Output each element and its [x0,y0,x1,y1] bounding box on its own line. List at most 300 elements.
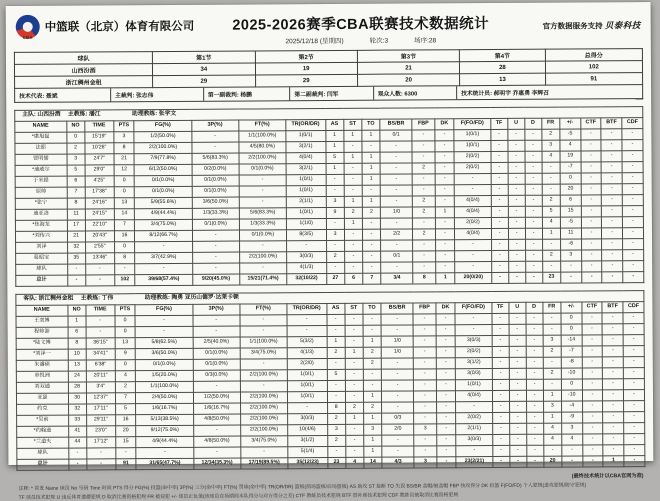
stat-cell: - [582,313,603,324]
stat-cell: 球队 [16,264,68,275]
stat-cell: 2/2(100.0%) [240,403,287,414]
stat-cell: 0 [114,187,135,198]
stat-cell: 15 [115,437,136,448]
stat-cell: - [602,239,623,250]
stat-cell: - [412,152,435,163]
column-header: TR(OR/DR) [286,120,326,131]
stat-cell: *约翰逊 [17,426,69,437]
stat-cell: - [414,402,437,413]
away-stats-table [15,290,645,471]
stat-cell: 2/2(100.0%) [239,252,286,263]
stat-cell: 葛昭宝 [16,253,68,264]
stat-cell: 8 [114,143,135,154]
stat-cell: 1/5(20.0%) [136,370,193,381]
stat-cell: - [287,315,327,326]
stat-cell: - [601,151,622,162]
stat-cell: 1 [362,196,380,207]
stat-cell: 36'15" [86,338,115,349]
stat-cell: - [381,325,413,336]
stat-cell: - [508,195,525,206]
stat-cell: - [525,195,542,206]
stat-cell: - [68,448,86,459]
stat-cell: - [623,239,644,250]
stat-cell: - [601,173,622,184]
stat-cell: 11 [560,228,581,239]
stat-cell: 法耶 [15,143,67,154]
stat-cell: 2 [345,402,363,413]
stat-cell: 1 [362,152,380,163]
stat-cell: 贾明儒 [15,154,67,165]
column-header: FBP [412,119,435,130]
stat-cell: - [327,325,345,336]
stat-cell: - [241,447,288,458]
stat-cell: - [509,335,526,346]
stat-cell: - [412,185,435,196]
stat-cell: 约克 [17,404,69,415]
stat-cell: 10 [68,349,86,360]
stat-cell: - [382,435,414,446]
stat-cell: 41 [68,426,86,437]
stat-cell: - [346,446,364,457]
stat-cell: 14 [364,457,382,468]
stat-cell: 8 [114,253,135,264]
column-header: TF [491,118,508,129]
stat-cell: - [562,456,583,467]
stat-cell: - [543,379,561,390]
stat-cell: - [135,326,192,337]
stat-cell: - [193,381,240,392]
stat-cell: 1/1(100.0%) [239,131,286,142]
stat-cell: - [601,140,622,151]
stat-cell: 3(2/1) [286,164,326,175]
stat-cell: - [381,358,413,369]
stat-cell: -7 [560,162,581,173]
stat-cell: - [86,275,115,286]
stat-cell: - [491,250,508,261]
column-header: DK [435,119,455,130]
stat-cell: 29'11" [86,415,115,426]
stat-cell: 1/0 [381,336,413,347]
stat-cell: - [67,275,85,286]
stat-cell: 13 [114,198,135,209]
stat-cell: 5 [327,369,345,380]
stat-cell: - [414,369,437,380]
stat-cell: 总计 [16,275,68,286]
stat-cell: - [525,272,542,283]
column-header: TO [363,303,381,314]
stat-cell: - [526,324,543,335]
legend-line-1: 注释: * 首发 Name 球员 No 号码 Time 时间 PTS 得分 FG(%) 投篮(命中率) 3P(%) 三分(命中率) FT(%) 罚球(命中率) TR(OR/DR) 篮板(前场篮板/后场篮板) AS 助攻 ST 抢断 TO 失误 BS/BR 盖帽/被盖帽 FBP 快攻得分 DK 扣篮 F(FO/FD) 个人犯规(进攻犯规/防守犯规) [18,483,587,492]
home-team-block [14,106,644,287]
stat-cell: 1(0/1) [286,131,326,142]
column-header: BTF [601,118,622,129]
stat-cell: 8 [327,402,345,413]
stat-cell: 2(0/2) [455,347,492,358]
stat-cell: - [492,412,509,423]
stat-cell: - [362,141,380,152]
stat-cell: 4 [115,371,136,382]
stat-cell: 1 [363,391,381,402]
stat-cell: 于米提 [15,176,67,187]
stat-cell: - [363,369,381,380]
stat-cell: - [114,264,135,275]
stat-cell: 1 [344,218,362,229]
stat-cell: 15'19" [85,132,114,143]
stat-cell: - [493,456,510,467]
column-header: 3P(%) [193,304,240,315]
stat-cell: 3/6(50.0%) [192,197,239,208]
stat-cell: - [582,445,603,456]
stat-cell: 35(12/23) [288,458,328,469]
stat-cell: 2 [115,382,136,393]
column-header: CDF [622,118,643,129]
stat-cell: 2 [344,207,362,218]
stat-cell: - [436,358,456,369]
stat-cell: - [239,175,286,186]
column-header: +/- [560,118,581,129]
stat-cell: 5(3/2) [287,337,327,348]
stat-cell: 1 [363,336,381,347]
stat-cell: 102 [545,61,642,74]
stat-cell: 4/9(44.4%) [136,436,193,447]
stat-cell: 2 [542,129,560,140]
stat-cell: -4 [561,401,582,412]
header-center [231,12,491,46]
stat-cell: 2(0/2) [454,152,491,163]
stat-cell: 3 [560,250,581,261]
stat-cell: - [525,140,542,151]
stat-cell: - [623,346,644,357]
stat-cell: -9 [561,412,582,423]
stat-cell: - [327,446,345,457]
stat-cell: 1(0/1) [454,130,491,141]
stat-cell: 1 [344,130,362,141]
stat-cell: 17'11" [86,404,115,415]
stat-cell: 王奕博 [16,316,68,327]
stat-cell: - [413,262,436,273]
stat-cell: *焦海龙 [15,220,67,231]
stat-cell: 20 [357,74,459,87]
stat-cell: - [326,185,344,196]
stat-cell: 0/1(0.0%) [239,230,286,241]
stat-cell: 35 [67,253,85,264]
away-team-label: 客队: 浙江稠州金租 [23,295,74,302]
stat-cell: - [344,163,362,174]
stat-cell: 4(0/4) [455,207,492,218]
stat-cell: - [603,390,624,401]
stat-cell: - [491,184,508,195]
stat-cell: 32 [67,242,85,253]
stat-cell: - [581,272,602,283]
stat-cell: - [435,251,455,262]
column-header: NAME [15,121,67,132]
stat-cell: 4(1/3) [287,348,327,359]
stat-cell: 22'10" [85,220,114,231]
stat-cell: 1 [326,163,344,174]
stat-sheet [6,2,654,501]
stat-cell: - [582,368,603,379]
stat-cell: 17 [67,220,85,231]
stat-cell: 2(0/2) [456,413,493,424]
stat-cell: 24'16" [85,198,114,209]
column-header: FR [543,302,561,313]
stat-cell: 1 [345,347,363,358]
stat-cell: 1/6(16.7%) [136,403,193,414]
stat-cell: 2/2(100.0%) [240,414,287,425]
stat-cell: 球队 [17,448,69,459]
stat-cell: - [363,380,381,391]
stat-cell: - [602,195,623,206]
stat-cell: - [414,413,437,424]
stat-cell: 7 [363,273,381,284]
column-header: F(FO/FD) [454,119,491,130]
stat-cell: 30 [68,393,86,404]
stat-cell: 1 [362,130,380,141]
stat-cell: - [435,163,455,174]
stat-cell: 9/20(45.0%) [192,274,239,285]
stat-cell: 23 [327,457,345,468]
stat-cell: - [86,316,115,327]
stat-cell: *陆文博 [16,338,68,349]
stat-cell: 1 [603,456,624,467]
stat-cell: - [326,240,344,251]
header-left [16,14,231,39]
stat-cell: 3 [326,196,344,207]
column-header: AS [325,119,343,130]
game-date: 2025/12/18 (星期四) [285,37,344,46]
stat-cell: - [362,218,380,229]
stat-cell: 1/3(33.3%) [239,219,286,230]
stat-cell: - [437,446,457,457]
stat-cell: -5 [560,129,581,140]
stat-cell: - [581,173,602,184]
stat-cell: - [582,379,603,390]
stat-cell: - [345,391,363,402]
stat-cell: - [509,324,526,335]
stat-cell: - [436,347,456,358]
stat-cell: 原帅 [15,187,67,198]
stat-cell: - [436,380,456,391]
stat-cell: 29 [153,75,255,88]
stat-cell: - [327,358,345,369]
stat-cell: - [493,445,510,456]
column-header: PTS [113,121,134,132]
stat-cell: - [526,313,543,324]
stat-cell: *迪威尔 [15,165,67,176]
away-coach: 主教练: 丁伟 [80,295,114,302]
stat-cell: - [508,151,525,162]
stat-cell: - [492,390,509,401]
stat-cell: - [380,196,412,207]
stat-cell: 29'0" [85,165,114,176]
stat-cell: - [581,151,602,162]
stat-cell: - [543,324,561,335]
stat-cell: - [525,217,542,228]
stat-cell: 1/0 [381,347,413,358]
stat-cell: - [542,184,560,195]
stat-cell: 1 [435,207,455,218]
stat-cell: 0 [115,360,136,371]
stat-cell: - [345,325,363,336]
stat-cell: 5/8(62.5%) [136,337,193,348]
stat-cell: - [192,142,239,153]
stat-cell: - [623,272,644,283]
stat-cell: 3 [543,401,561,412]
stat-cell: 3 [414,424,437,435]
stat-cell: 2 [327,435,345,446]
stat-cell: 1 [362,174,380,185]
stat-cell: - [623,368,644,379]
stat-cell: 2/4(50.0%) [136,392,193,403]
stat-cell: - [68,459,86,470]
stat-cell: 1 [344,196,362,207]
stat-cell: - [509,390,526,401]
stat-cell: 1 [543,390,561,401]
stat-cell: 32 [68,404,86,415]
stat-cell: 31/65(47.7%) [136,458,193,469]
column-header: U [508,118,525,129]
stat-cell: - [508,129,525,140]
stat-cell: 3 [326,229,344,240]
stat-cell: - [413,251,436,262]
stat-cell: - [542,261,560,272]
stat-cell: - [509,423,526,434]
stat-cell: - [581,184,602,195]
stat-cell: 24 [68,371,86,382]
stat-cell: - [510,445,527,456]
stat-cell: - [491,228,508,239]
stat-cell: 1/2(50.0%) [193,392,240,403]
column-header: NO [66,121,84,132]
stat-cell: - [239,263,286,274]
stat-cell: 3 [114,132,135,143]
stat-cell: 34'41" [86,349,115,360]
stat-cell: - [508,206,525,217]
stat-cell: 20'43" [85,231,114,242]
stat-cell: 2(0/2) [455,218,492,229]
stat-cell: 17/19(89.5%) [241,458,288,469]
stat-cell: - [624,412,645,423]
stat-cell: - [525,228,542,239]
stat-cell: 2 [327,413,345,424]
stat-cell: - [436,424,456,435]
stat-cell: 102 [114,275,135,286]
stat-cell: 24'15" [85,209,114,220]
stat-cell: - [240,326,287,337]
stat-cell: 1 [344,152,362,163]
stat-cell: 9 [326,207,344,218]
stat-cell: 24'7" [85,154,114,165]
stat-cell: 0/1 [381,251,413,262]
stat-cell: 1(0/1) [286,186,326,197]
stat-cell: - [543,357,561,368]
stat-cell: - [624,434,645,445]
stat-cell: - [492,368,509,379]
stat-cell: 2 [363,347,381,358]
stat-cell: 5/9(55.6%) [135,197,192,208]
stat-cell: 1(0/1) [287,381,327,392]
stat-cell: 20 [560,184,581,195]
stat-cell: 3/4(75.0%) [135,219,192,230]
column-header: FT(%) [240,304,287,315]
stat-cell: - [193,447,240,458]
column-header: CTF [582,302,603,313]
column-header: FR [541,118,559,129]
stat-cell: - [193,326,240,337]
stat-cell: 3(0/3) [287,252,327,263]
column-header: FG(%) [134,120,191,131]
stat-cell: - [603,401,624,412]
stat-cell: 6 [68,327,86,338]
stat-cell: 3/4(75.0%) [240,348,287,359]
header-right [491,11,641,32]
stat-cell: - [382,380,414,391]
stat-cell: 6/12(50.0%) [134,164,191,175]
stat-cell: 1 [325,141,343,152]
stat-cell: 3(1/2) [288,436,328,447]
stat-cell: - [435,152,455,163]
stat-cell: - [191,131,238,142]
company-name: 中篮联（北京）体育有限公司 [44,20,195,34]
stat-cell: 4/5(80.0%) [239,142,286,153]
stat-cell: - [382,402,414,413]
stat-cell: 0/1 [380,130,412,141]
stat-cell: 19 [255,62,357,75]
stat-cell: -5 [560,217,581,228]
stat-cell: 1 [364,435,382,446]
stat-cell: - [491,217,508,228]
stat-cell: - [525,162,542,173]
second-referee: 第二副裁判: 闫军 [290,87,373,101]
stat-cell: - [344,251,362,262]
stat-cell: 单悦洲 [16,371,68,382]
stat-cell: 21 [67,231,85,242]
stat-cell: 5 [67,165,85,176]
stat-cell: 2 [363,358,381,369]
stat-cell: 5/6(83.3%) [239,208,286,219]
stat-cell: - [455,251,492,262]
stat-cell: 1 [68,316,86,327]
stat-cell: 2(1/1) [456,424,493,435]
stat-cell: - [413,240,436,251]
stat-cell: - [602,184,623,195]
stat-cell: - [492,401,509,412]
stat-cell: 0/1(0.0%) [136,359,193,370]
stat-cell: - [287,326,327,337]
stat-cell: 5 [326,152,344,163]
stat-cell: 3 [562,423,583,434]
stat-cell: - [345,435,363,446]
stat-cell: 0/1(0.0%) [192,219,239,230]
stat-cell: - [603,423,624,434]
stat-cell: 12 [114,165,135,176]
stat-cell: 1/3(33.3%) [192,208,239,219]
stat-cell: - [527,456,544,467]
stat-cell: - [508,173,525,184]
stat-cell: - [582,335,603,346]
home-assistant-coach: 助理教练: 张学文 [132,111,177,118]
stat-cell: 16 [114,231,135,242]
stat-cell: - [624,390,645,401]
stat-cell: 2/2 [381,229,413,240]
stat-cell: *刘传兴 [15,231,67,242]
stat-cell: 19 [560,151,581,162]
stat-cell: - [624,401,645,412]
stat-cell: 4 [543,423,561,434]
stat-cell: 28 [68,382,86,393]
stat-cell: - [602,250,623,261]
stat-cell: - [435,229,455,240]
